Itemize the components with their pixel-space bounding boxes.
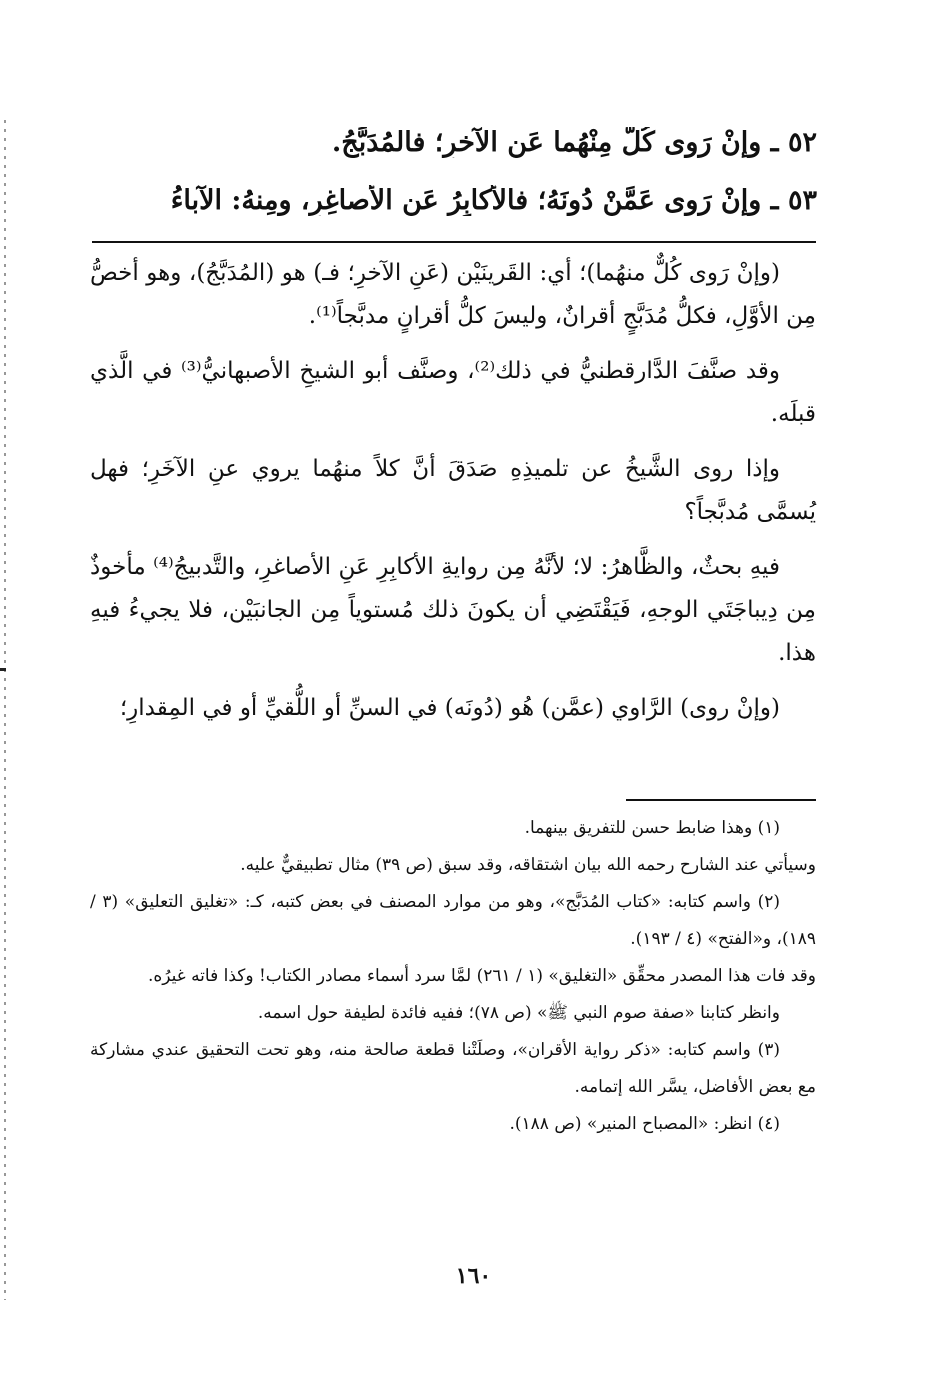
page-number: ١٦٠ [455,1263,492,1289]
scan-edge-mark [0,668,6,671]
commentary-body [90,252,816,742]
footnote-line: وقد فات هذا المصدر محقِّق «التغليق» (١ / ٢٦١) لمَّا سرد أسماء مصادر الكتاب! وكذا فاته غيرُه. [147,966,816,986]
footnote-line: وانظر كتابنا «صفة صوم النبي ﷺ» (ص ٧٨)؛ ففيه فائدة لطيفة حول اسمه. [257,1003,780,1023]
matn-separator-rule [92,241,816,243]
commentary-paragraph-3: وإذا روى الشَّيخُ عن تلميذِهِ صَدَقَ أنَّ كلاً منهُما يروي عنِ الآخَرِ؛ فهل يُسمَّى مُدبَّجاً؟ [90,456,816,525]
footnote-separator-rule [626,799,816,801]
footnote-line: (٢) واسم كتابه: «كتاب المُدَبَّج»، وهو من موارد المصنف في بعض كتبه، كـ: «تغليق التعليق» (٣ / ١٨٩)، و«الفتح» (٤ / ١٩٣). [90,892,816,949]
matn-line-53: ٥٣ ـ وإنْ رَوى عَمَّنْ دُونَهُ؛ فالأكابِرُ عَنِ الأصاغِرِ، ومِنهُ: الآباءُ [170,185,817,216]
commentary-paragraph-5: (وإنْ روى) الرَّاوي (عمَّن) هُو (دُونَه) في السنِّ أو اللُّقيِّ أو في المِقدارِ؛ [119,695,780,721]
footnote-line: وسيأتي عند الشارح رحمه الله بيان اشتقاقه، وقد سبق (ص ٣٩) مثال تطبيقيٌّ عليه. [240,855,816,875]
footnotes [90,810,816,1143]
matn-line-52: ٥٢ ـ وإنْ رَوى كُلٌّ مِنْهُما عَنِ الآخرِ؛ فالمُدَبَّجُ. [331,127,817,158]
commentary-paragraph-2: وقد صنَّفَ الدَّارقطنيُّ في ذلك⁽²⁾، وصنَّف أبو الشيخِ الأصبهانيُّ⁽³⁾ في الَّذي قبلَه. [90,358,816,427]
scan-edge-line [4,120,6,1300]
commentary-paragraph-1: (وإنْ رَوى كُلٌّ منهُما)؛ أي: القَرينَيْن (عَنِ الآخرِ؛ فـ) هو (المُدَبَّجُ)، وهو أخصُّ مِن الأوَّلِ، فكلُّ مُدَبَّجٍ أقرانٌ، وليسَ كلُّ أقرانٍ مدبَّجاً⁽¹⁾. [90,260,816,329]
footnote-line: (١) وهذا ضابط حسن للتفريق بينهما. [524,818,780,838]
footnote-line: (٤) انظر: «المصباح المنير» (ص ١٨٨). [509,1114,780,1134]
commentary-paragraph-4: فيهِ بحثٌ، والظَّاهرُ: لا؛ لأنَّهُ مِن روايةِ الأكابِرِ عَنِ الأصاغرِ، والتَّدبيجُ⁽⁴⁾ مأخوذٌ مِن دِيباجَتَي الوجهِ، فَيَقْتَضِي أن يكونَ ذلك مُستوياً مِن الجانبَيْن، فلا يجيءُ فيهِ هذا. [90,554,816,666]
footnote-line: (٣) واسم كتابه: «ذكر رواية الأقران»، وصلَتْنا قطعة صالحة منه، وهو تحت التحقيق عندي مشاركة مع بعض الأفاضل، يسَّر الله إتمامه. [90,1040,816,1097]
